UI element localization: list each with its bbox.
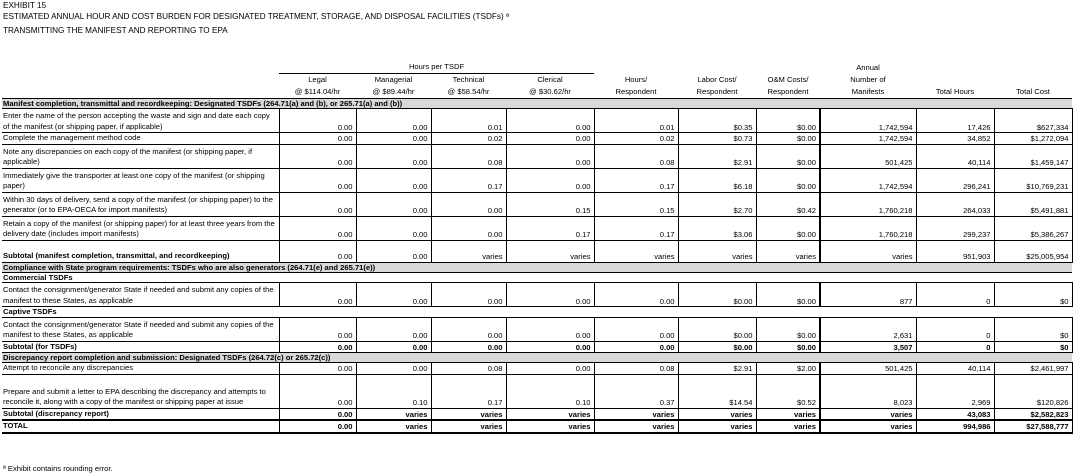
row-value: 0.17 xyxy=(594,216,678,240)
row-value: $0.00 xyxy=(678,341,756,352)
row-value: 17,426 xyxy=(916,109,994,133)
row-value: 40,114 xyxy=(916,144,994,168)
row-description: Subtotal (manifest completion, transmittal, and recordkeeping) xyxy=(2,240,279,262)
row-value: $5,386,267 xyxy=(994,216,1072,240)
row-value: $1,459,147 xyxy=(994,144,1072,168)
header-spacer xyxy=(2,86,279,99)
table-row xyxy=(2,192,1072,216)
row-value: 877 xyxy=(820,283,916,307)
row-value: 0.00 xyxy=(279,133,356,144)
row-value: 1,742,594 xyxy=(820,168,916,192)
row-value: $27,588,777 xyxy=(994,420,1072,432)
row-value: 0.00 xyxy=(279,341,356,352)
header-om_cost-line2: Respondent xyxy=(767,87,809,96)
row-value: $0.00 xyxy=(756,133,820,144)
row-value: 0.17 xyxy=(594,168,678,192)
row-value: 0.00 xyxy=(356,363,431,374)
row-value: 0.00 xyxy=(279,216,356,240)
row-value: $0.00 xyxy=(756,283,820,307)
row-value: 0.00 xyxy=(356,240,431,262)
row-value: $5,491,881 xyxy=(994,192,1072,216)
row-value: 0 xyxy=(916,341,994,352)
row-value: 501,425 xyxy=(820,363,916,374)
table-row xyxy=(2,133,1072,144)
header-total-cost: Total Cost xyxy=(1016,87,1050,96)
row-description: Prepare and submit a letter to EPA describing the discrepancy and attempts to reconcile it, along with a copy of the manifest or shipping paper at issue xyxy=(2,374,279,408)
row-value: 0.17 xyxy=(431,168,506,192)
row-description: Enter the name of the person accepting the waste and sign and date each copy of the manifest (or shipping paper, if applicable) xyxy=(2,109,279,133)
table-row xyxy=(2,317,1072,341)
row-value: 0.00 xyxy=(594,317,678,341)
row-value: varies xyxy=(594,420,678,432)
footnote: ª Exhibit contains rounding error. xyxy=(3,464,113,473)
row-value: 0.08 xyxy=(594,144,678,168)
header-annual-line2: Manifests xyxy=(851,87,885,96)
row-value: 0.00 xyxy=(356,341,431,352)
header-managerial-line2: @ $89.44/hr xyxy=(372,87,415,96)
header-hours_resp-line2: Respondent xyxy=(615,87,657,96)
header-spacer xyxy=(2,61,279,74)
header-legal-line1: Legal xyxy=(308,75,327,84)
row-value: 0.15 xyxy=(594,192,678,216)
header-clerical-line2: @ $30.62/hr xyxy=(529,87,571,96)
row-value: 0.00 xyxy=(279,374,356,408)
row-value: 0.00 xyxy=(506,168,594,192)
header-row-2 xyxy=(2,86,1072,99)
table-row xyxy=(2,168,1072,192)
row-value: $0 xyxy=(994,341,1072,352)
row-value: 0.00 xyxy=(506,144,594,168)
header-spacer xyxy=(916,61,994,74)
header-labor_cost-line1: Labor Cost/ xyxy=(697,75,737,84)
row-value: varies xyxy=(756,408,820,420)
row-value: 0.00 xyxy=(279,168,356,192)
row-description: Attempt to reconcile any discrepancies xyxy=(2,363,279,374)
header-total-hours: Total Hours xyxy=(935,87,975,96)
header-spacer xyxy=(678,61,756,74)
row-value: varies xyxy=(678,240,756,262)
header-technical-line2: @ $58.54/hr xyxy=(447,87,490,96)
row-description: Immediately give the transporter at least one copy of the manifest (or shipping paper) xyxy=(2,168,279,192)
row-value: 0.00 xyxy=(279,317,356,341)
row-value: 0.01 xyxy=(431,109,506,133)
row-value: varies xyxy=(820,240,916,262)
row-value: 0.00 xyxy=(431,341,506,352)
row-value: 0.00 xyxy=(506,317,594,341)
row-value: 1,760,218 xyxy=(820,216,916,240)
row-value: varies xyxy=(506,240,594,262)
row-value: $0 xyxy=(994,283,1072,307)
header-spacer xyxy=(994,74,1072,87)
header-spacer xyxy=(2,74,279,87)
row-value: 0.00 xyxy=(506,341,594,352)
row-value: $1,272,094 xyxy=(994,133,1072,144)
row-value: varies xyxy=(594,240,678,262)
row-value: 0.00 xyxy=(431,317,506,341)
row-value: $14.54 xyxy=(678,374,756,408)
row-value: $2.91 xyxy=(678,144,756,168)
table-row xyxy=(2,420,1072,432)
row-value: 0.00 xyxy=(279,363,356,374)
row-value: 0 xyxy=(916,283,994,307)
row-value: 0.00 xyxy=(279,192,356,216)
exhibit-label: EXHIBIT 15 xyxy=(3,1,47,10)
row-value: 0.10 xyxy=(506,374,594,408)
row-value: 0.00 xyxy=(506,283,594,307)
row-value: varies xyxy=(756,240,820,262)
row-value: 994,986 xyxy=(916,420,994,432)
header-group-hours: Hours per TSDF xyxy=(279,61,594,74)
row-description: Retain a copy of the manifest (or shipping paper) for at least three years from the delivery date (includes import manifests) xyxy=(2,216,279,240)
section-discrepancy-label: Discrepancy report completion and submission: Designated TSDFs (264.72(c) or 265.72(c)) xyxy=(2,353,1072,363)
exhibit-subtitle: TRANSMITTING THE MANIFEST AND REPORTING TO EPA xyxy=(3,26,228,35)
section-compliance-label: Compliance with State program requirements: TSDFs who are also generators (264.71(e) and 265.71(e)) xyxy=(2,262,1072,272)
row-value: varies xyxy=(678,420,756,432)
row-value: 0.08 xyxy=(431,144,506,168)
row-value: 0.15 xyxy=(506,192,594,216)
row-value: $2.91 xyxy=(678,363,756,374)
row-value: $0 xyxy=(994,317,1072,341)
row-value: varies xyxy=(431,240,506,262)
row-value: 0.00 xyxy=(594,283,678,307)
row-value: $627,334 xyxy=(994,109,1072,133)
table-row xyxy=(2,374,1072,408)
header-spacer xyxy=(756,61,820,74)
row-value: varies xyxy=(506,420,594,432)
row-description: Note any discrepancies on each copy of the manifest (or shipping paper, if applicable) xyxy=(2,144,279,168)
row-value: 0.00 xyxy=(356,168,431,192)
row-value: 8,023 xyxy=(820,374,916,408)
header-spacer xyxy=(594,61,678,74)
row-value: varies xyxy=(356,408,431,420)
row-value: 296,241 xyxy=(916,168,994,192)
row-description: Within 30 days of delivery, send a copy of the manifest (or shipping paper) to the generator (or to EPA-OECA for import manifests) xyxy=(2,192,279,216)
row-value: varies xyxy=(506,408,594,420)
section-captive-label: Captive TSDFs xyxy=(2,307,1072,317)
row-value: 0.00 xyxy=(594,341,678,352)
header-technical-line1: Technical xyxy=(452,75,485,84)
row-value: $0.00 xyxy=(756,341,820,352)
row-description: TOTAL xyxy=(2,420,279,432)
row-value: $6.18 xyxy=(678,168,756,192)
row-value: 0.00 xyxy=(431,283,506,307)
row-value: 0.00 xyxy=(279,283,356,307)
header-hours_resp-line1: Hours/ xyxy=(624,75,648,84)
row-value: 2,969 xyxy=(916,374,994,408)
row-description: Subtotal (discrepancy report) xyxy=(2,408,279,420)
section-manifest xyxy=(2,99,1072,109)
row-value: 0.00 xyxy=(431,192,506,216)
row-value: 34,852 xyxy=(916,133,994,144)
row-value: 0.00 xyxy=(506,109,594,133)
section-manifest-label: Manifest completion, transmittal and recordkeeping: Designated TSDFs (264.71(a) and (b), or 265.71(a) and (b)) xyxy=(2,99,1072,109)
table-row xyxy=(2,109,1072,133)
header-group-row xyxy=(2,61,1072,74)
exhibit-title: ESTIMATED ANNUAL HOUR AND COST BURDEN FOR DESIGNATED TREATMENT, STORAGE, AND DISPOSAL FACILITIES (TSDFs) ª xyxy=(3,12,510,21)
row-description: Complete the management method code xyxy=(2,133,279,144)
row-value: 0.37 xyxy=(594,374,678,408)
row-value: $10,769,231 xyxy=(994,168,1072,192)
section-commercial xyxy=(2,273,1072,283)
row-value: 0.00 xyxy=(279,408,356,420)
row-value: 0.00 xyxy=(279,420,356,432)
row-value: varies xyxy=(678,408,756,420)
header-annual-line1: Number of xyxy=(850,75,886,84)
row-value: 2,631 xyxy=(820,317,916,341)
row-value: varies xyxy=(356,420,431,432)
row-value: $25,005,954 xyxy=(994,240,1072,262)
header-om_cost-line1: O&M Costs/ xyxy=(767,75,809,84)
row-value: $2,582,823 xyxy=(994,408,1072,420)
row-value: 0.00 xyxy=(506,133,594,144)
row-value: 3,507 xyxy=(820,341,916,352)
header-managerial-line1: Managerial xyxy=(374,75,413,84)
table-row xyxy=(2,341,1072,352)
row-value: 0.17 xyxy=(506,216,594,240)
table-row xyxy=(2,363,1072,374)
row-value: varies xyxy=(431,420,506,432)
row-value: $0.35 xyxy=(678,109,756,133)
row-value: $3.06 xyxy=(678,216,756,240)
row-value: $0.00 xyxy=(756,317,820,341)
row-value: 0.08 xyxy=(594,363,678,374)
row-description: Contact the consignment/generator State if needed and submit any copies of the manifest to these States, as applicable xyxy=(2,283,279,307)
row-value: 0.00 xyxy=(431,216,506,240)
row-value: 501,425 xyxy=(820,144,916,168)
row-value: 0.02 xyxy=(431,133,506,144)
header-clerical-line1: Clerical xyxy=(537,75,563,84)
row-value: $0.73 xyxy=(678,133,756,144)
row-value: 0.00 xyxy=(356,133,431,144)
row-value: 0.00 xyxy=(279,144,356,168)
row-value: 0.00 xyxy=(279,240,356,262)
row-value: 43,083 xyxy=(916,408,994,420)
row-value: 0.17 xyxy=(431,374,506,408)
row-value: $0.42 xyxy=(756,192,820,216)
row-value: varies xyxy=(820,408,916,420)
header-spacer xyxy=(916,74,994,87)
row-description: Contact the consignment/generator State if needed and submit any copies of the manifest to these States, as applicable xyxy=(2,317,279,341)
row-value: 0.00 xyxy=(356,283,431,307)
row-value: 264,033 xyxy=(916,192,994,216)
row-value: $2.70 xyxy=(678,192,756,216)
row-value: $0.00 xyxy=(756,144,820,168)
row-value: $120,826 xyxy=(994,374,1072,408)
table-row xyxy=(2,408,1072,420)
row-value: varies xyxy=(756,420,820,432)
row-value: $2.00 xyxy=(756,363,820,374)
row-value: 0.00 xyxy=(506,363,594,374)
row-value: 0.00 xyxy=(356,216,431,240)
row-value: 0.00 xyxy=(279,109,356,133)
section-commercial-label: Commercial TSDFs xyxy=(2,273,1072,283)
table-row xyxy=(2,144,1072,168)
header-legal-line2: @ $114.04/hr xyxy=(294,87,341,96)
row-value: $0.00 xyxy=(756,109,820,133)
row-value: 1,742,594 xyxy=(820,133,916,144)
section-captive xyxy=(2,307,1072,317)
row-value: 0.08 xyxy=(431,363,506,374)
section-compliance xyxy=(2,262,1072,272)
row-value: 1,742,594 xyxy=(820,109,916,133)
row-value: $0.52 xyxy=(756,374,820,408)
row-value: 0.00 xyxy=(356,109,431,133)
row-value: 1,760,218 xyxy=(820,192,916,216)
header-labor_cost-line2: Respondent xyxy=(696,87,738,96)
row-value: 40,114 xyxy=(916,363,994,374)
row-value: $2,461,997 xyxy=(994,363,1072,374)
header-spacer xyxy=(994,61,1072,74)
row-value: 0 xyxy=(916,317,994,341)
header-row-1 xyxy=(2,74,1072,87)
row-value: 299,237 xyxy=(916,216,994,240)
header-annual-line1: Annual xyxy=(856,62,880,72)
row-value: varies xyxy=(820,420,916,432)
row-value: 0.10 xyxy=(356,374,431,408)
row-value: 0.00 xyxy=(356,144,431,168)
row-value: varies xyxy=(431,408,506,420)
row-value: 0.01 xyxy=(594,109,678,133)
row-value: $0.00 xyxy=(678,317,756,341)
table-row xyxy=(2,240,1072,262)
table-row xyxy=(2,283,1072,307)
row-value: $0.00 xyxy=(756,168,820,192)
row-value: 951,903 xyxy=(916,240,994,262)
row-description: Subtotal (for TSDFs) xyxy=(2,341,279,352)
row-value: varies xyxy=(594,408,678,420)
row-value: 0.00 xyxy=(356,317,431,341)
section-discrepancy xyxy=(2,353,1072,363)
row-value: $0.00 xyxy=(678,283,756,307)
burden-table xyxy=(2,61,1073,434)
table-row xyxy=(2,216,1072,240)
row-value: 0.02 xyxy=(594,133,678,144)
row-value: 0.00 xyxy=(356,192,431,216)
row-value: $0.00 xyxy=(756,216,820,240)
